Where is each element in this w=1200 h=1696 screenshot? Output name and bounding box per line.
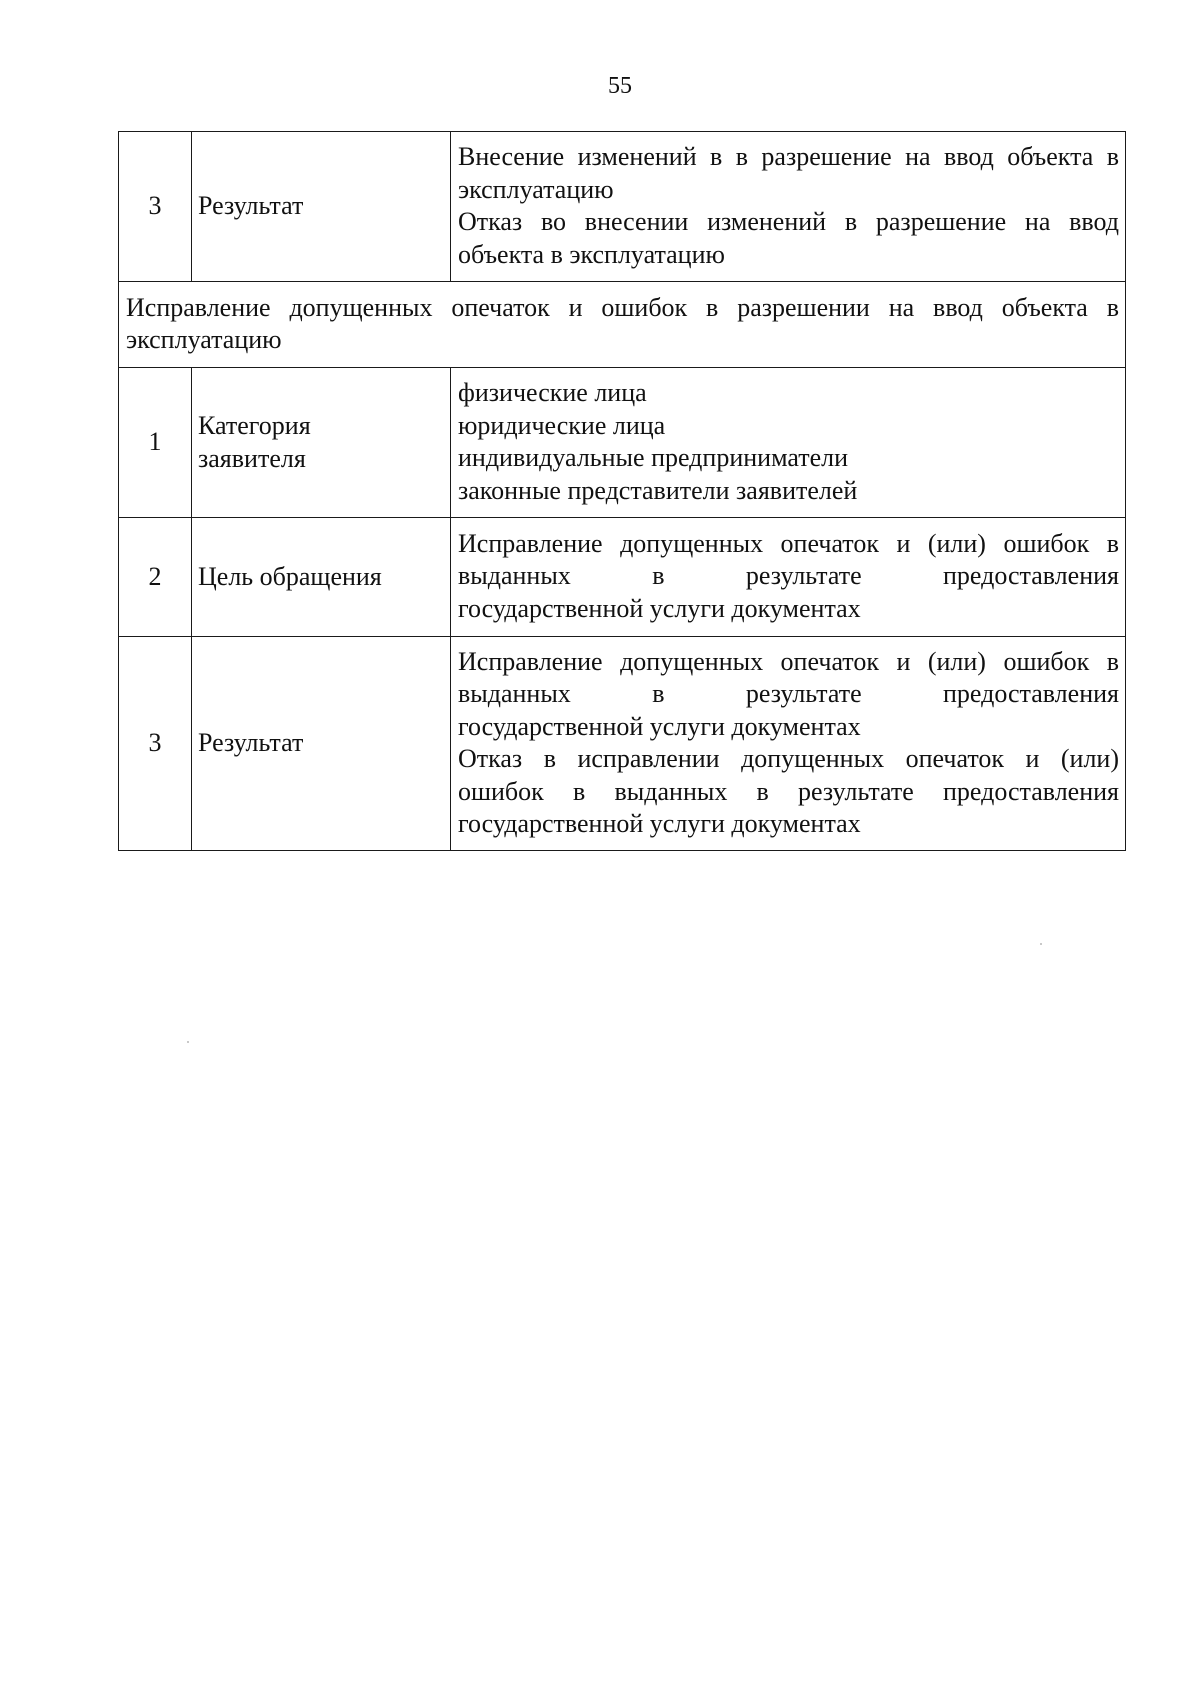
- value-line: ошибок в выданных в результате предоставления: [458, 776, 1119, 806]
- row-label-line: Категория: [198, 411, 311, 440]
- row-label-line: заявителя: [198, 443, 306, 473]
- value-line: государственной услуги документах: [458, 593, 861, 623]
- value-line: физические лица: [458, 378, 647, 407]
- page-number: 55: [608, 73, 632, 99]
- table-row: [119, 637, 1126, 851]
- value-line: выданных в результате предоставления: [458, 679, 1119, 708]
- value-line: Отказ во внесении изменений в разрешение на ввод: [458, 207, 1119, 236]
- value-line: объекта в эксплуатацию: [458, 239, 725, 269]
- row-value: [451, 518, 1126, 637]
- row-value: [451, 368, 1126, 518]
- value-line: индивидуальные предприниматели: [458, 443, 848, 472]
- service-table: [118, 131, 1126, 851]
- value-line: законные представители заявителей: [458, 475, 858, 505]
- row-value: [451, 637, 1126, 851]
- table-row: [119, 132, 1126, 282]
- row-value: [451, 132, 1126, 282]
- scan-speck: [1040, 943, 1042, 945]
- value-line: государственной услуги документах: [458, 711, 861, 741]
- row-number: 2: [119, 518, 192, 637]
- table-row: [119, 518, 1126, 637]
- value-line: юридические лица: [458, 410, 666, 440]
- section-heading-row: [119, 282, 1126, 368]
- row-number: 1: [119, 368, 192, 518]
- row-label: Цель обращения: [192, 518, 451, 637]
- row-label: [192, 368, 451, 518]
- value-line: Внесение изменений в в разрешение на ввод объекта в: [458, 142, 1119, 171]
- value-line: Исправление допущенных опечаток и (или) ошибок в: [458, 528, 1119, 558]
- value-line: эксплуатацию: [458, 174, 614, 204]
- value-line: Отказ в исправлении допущенных опечаток и (или): [458, 744, 1119, 773]
- row-number: 3: [119, 637, 192, 851]
- section-heading-line: эксплуатацию: [126, 325, 282, 354]
- section-heading: [119, 282, 1126, 368]
- scan-speck: [187, 1041, 189, 1043]
- value-line: государственной услуги документах: [458, 809, 861, 838]
- row-label: Результат: [192, 637, 451, 851]
- value-line: Исправление допущенных опечаток и (или) ошибок в: [458, 646, 1119, 676]
- section-heading-line: Исправление допущенных опечаток и ошибок в разрешении на ввод объекта в: [126, 292, 1119, 322]
- value-line: выданных в результате предоставления: [458, 561, 1119, 591]
- row-number: 3: [119, 132, 192, 282]
- table-row: [119, 368, 1126, 518]
- row-label: Результат: [192, 132, 451, 282]
